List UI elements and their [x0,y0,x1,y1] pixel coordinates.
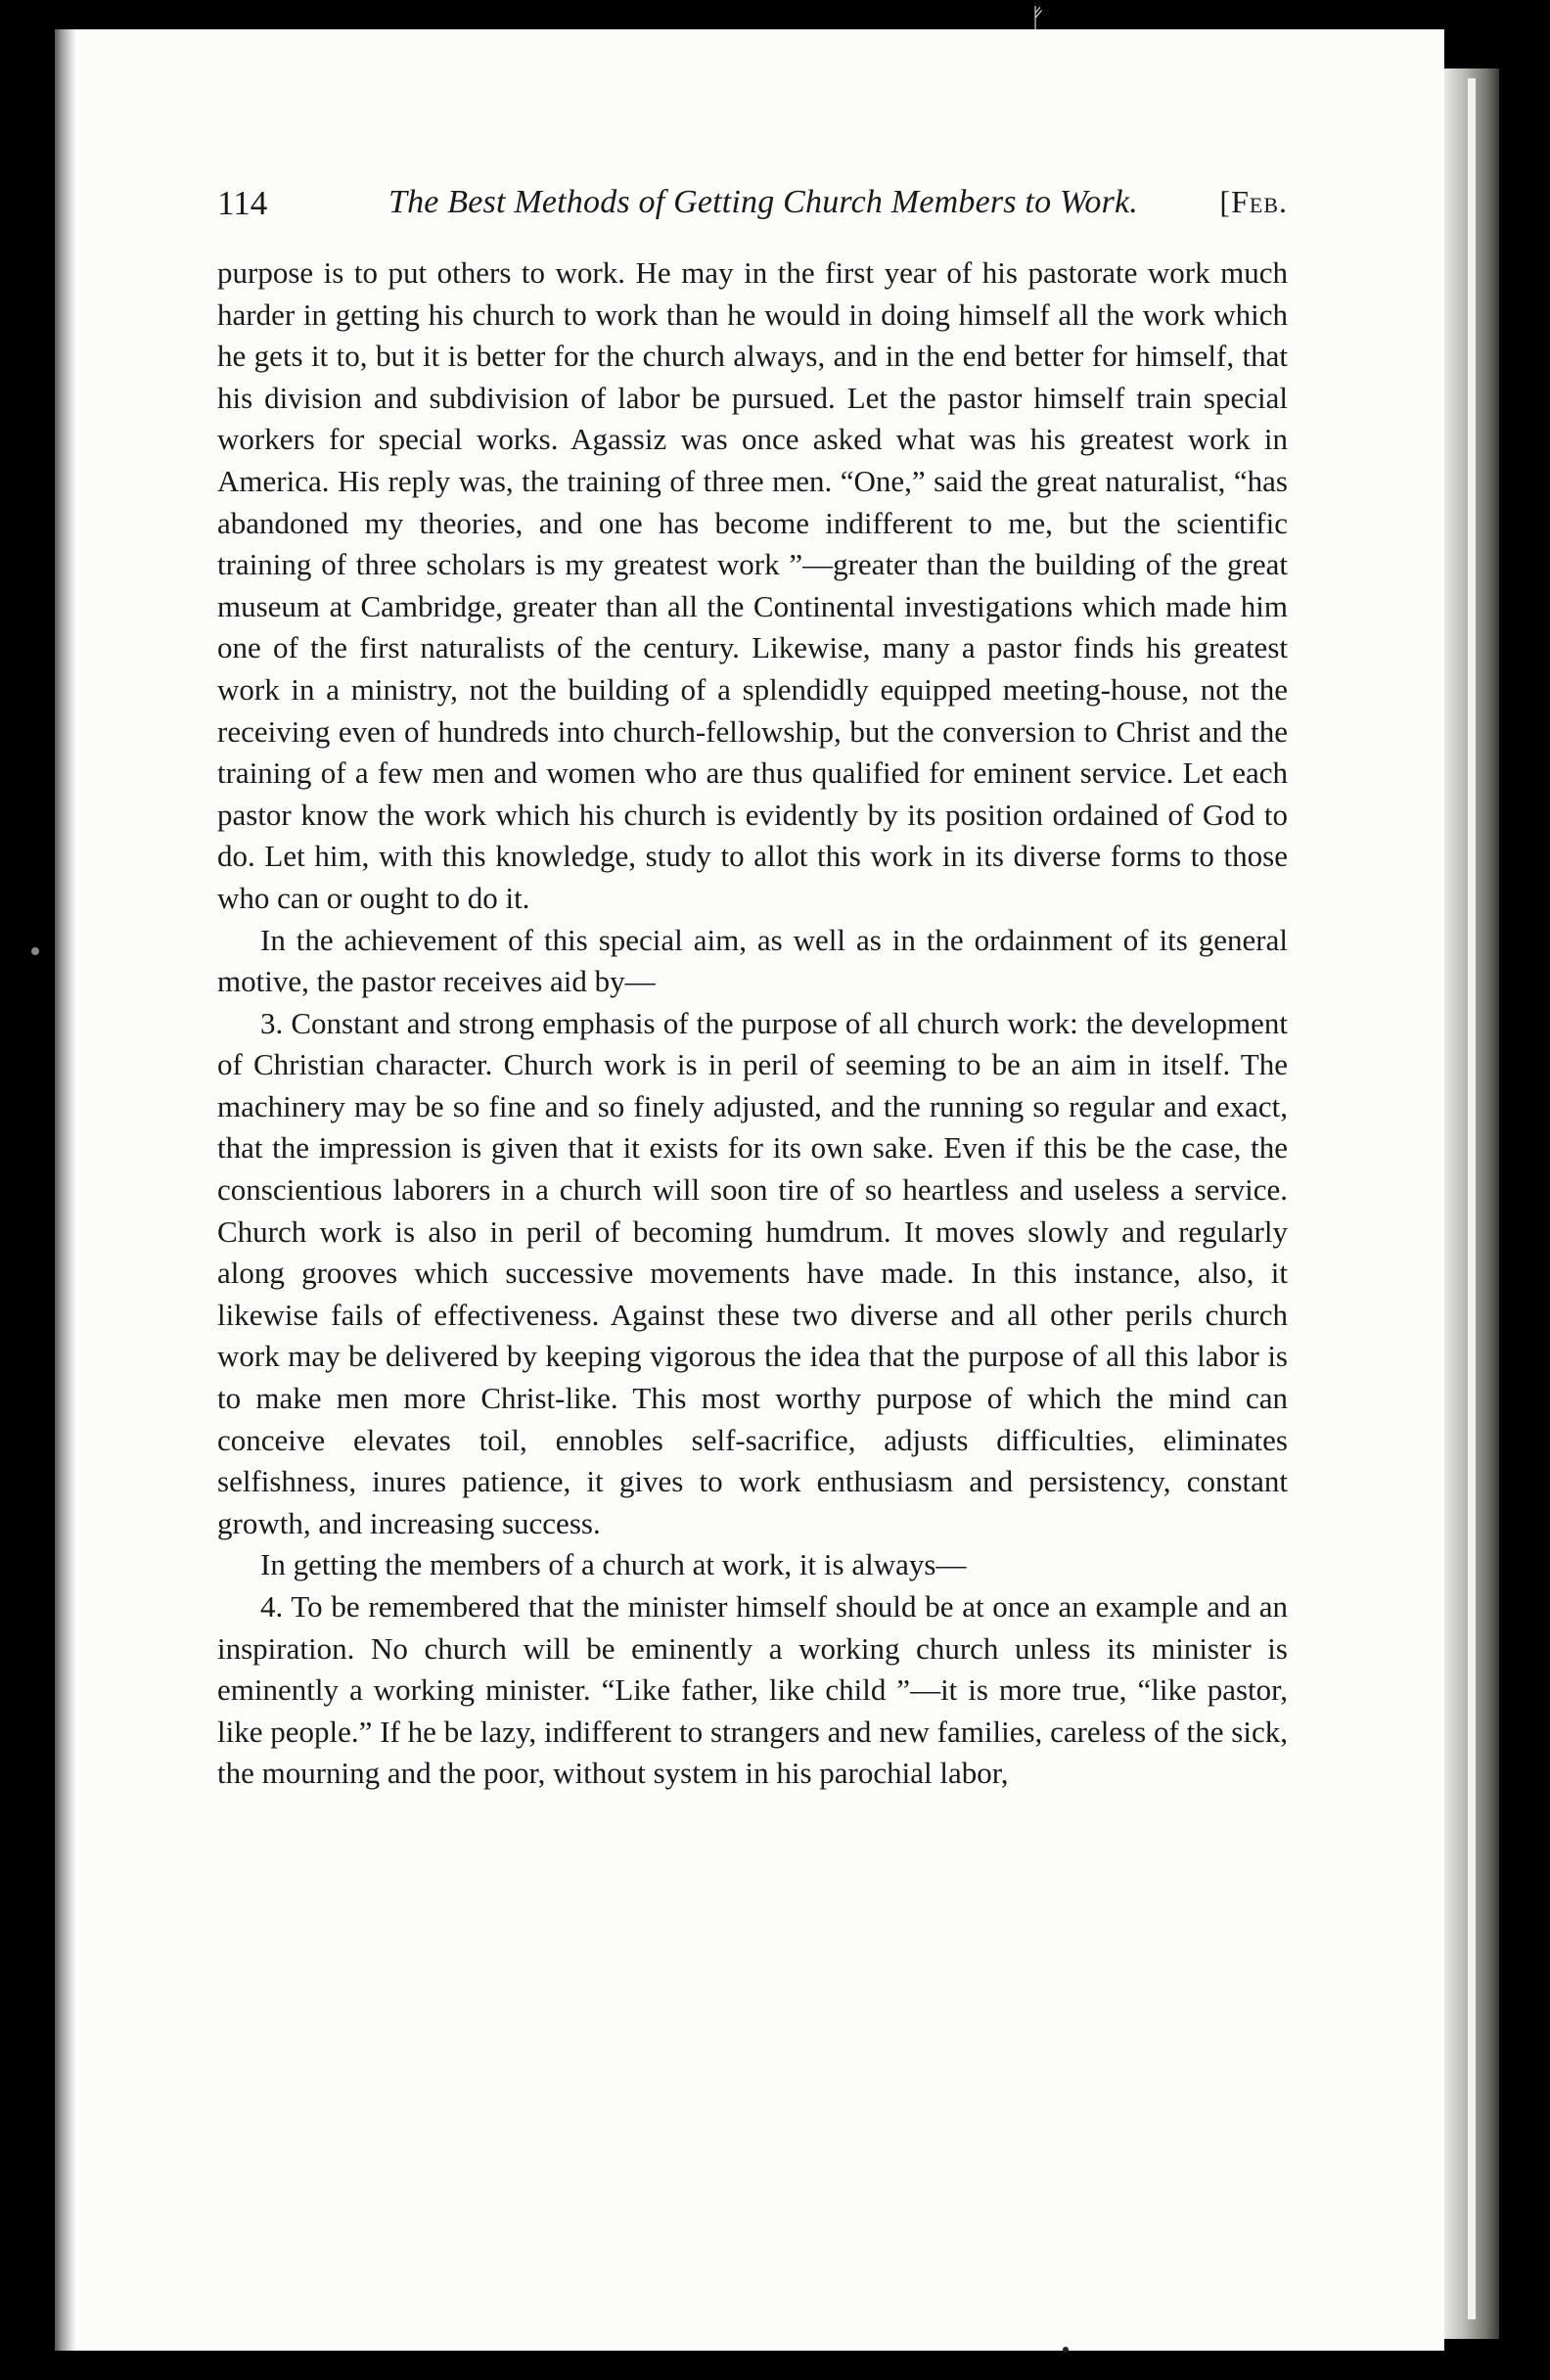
page-number: 114 [217,184,268,222]
paragraph: In getting the members of a church at work, it is always— [260,1547,967,1582]
running-header [217,184,1288,231]
page-gutter [55,29,76,2351]
running-month: [Feb. [1219,184,1288,219]
running-title: The Best Methods of Getting Church Members to Work. [388,184,1138,220]
scan-speck-icon [1063,2347,1069,2353]
page-edge-highlight [1468,78,1476,2319]
scan-mark-icon: ᚠ [1029,2,1046,34]
paragraph: 3. Constant and strong emphasis of the purpose of all church work: the development of Christian character. Church work is in peril of seeming to be an aim in itself. The machinery may be so fine and so finely adjusted, and the running so regular and exact, that the impression is given that it exists for its own sake. Even if this be the case, the conscientious laborers in a church will soon tire of so heartless and useless a service. Church work is also in peril of becoming humdrum. It moves slowly and regularly along grooves which successive movements have made. In this instance, also, it likewise fails of effectiveness. Against these two diverse and all other perils church work may be delivered by keeping vigorous the idea that the purpose of all this labor is to make men more Christ-like. This most worthy purpose of which the mind can conceive elevates toil, ennobles self-sacrifice, adjusts difficulties, eliminates selfishness, inures patience, it gives to work enthusiasm and persistency, constant growth, and increasing success. [217,1005,1288,1540]
paragraph: 4. To be remembered that the minister himself should be at once an example and an inspiration. No church will be eminently a working church unless its minister is eminently a working minister. “Like father, like child ”—it is more true, “like pastor, like people.” If he be lazy, indifferent to strangers and new families, careless of the sick, the mourning and the poor, without system in his parochial labor, [217,1589,1288,1791]
scan-speck-icon [31,947,39,955]
body-text [217,252,1288,1795]
paragraph: purpose is to put others to work. He may in the first year of his pastorate work much harder in getting his church to work than he would in doing himself all the work which he gets it to, but it is better for the church always, and in the end better for himself, that his division and subdivision of labor be pursued. Let the pastor himself train special workers for special works. Agassiz was once asked what was his greatest work in America. His reply was, the training of three men. “One,” said the great naturalist, “has abandoned my theories, and one has become indifferent to me, but the scientific training of three scholars is my greatest work ”—greater than the building of the great museum at Cambridge, greater than all the Continental investigations which made him one of the first naturalists of the century. Likewise, many a pastor finds his greatest work in a ministry, not the building of a splendidly equipped meeting-house, not the receiving even of hundreds into church-fellowship, but the conversion to Christ and the training of a few men and women who are thus qualified for eminent service. Let each pastor know the work which his church is evidently by its position ordained of God to do. Let him, with this knowledge, study to allot this work in its diverse forms to those who can or ought to do it. [217,255,1288,915]
paragraph: In the achievement of this special aim, as well as in the ordainment of its general motive, the pastor receives aid by— [217,922,1288,999]
